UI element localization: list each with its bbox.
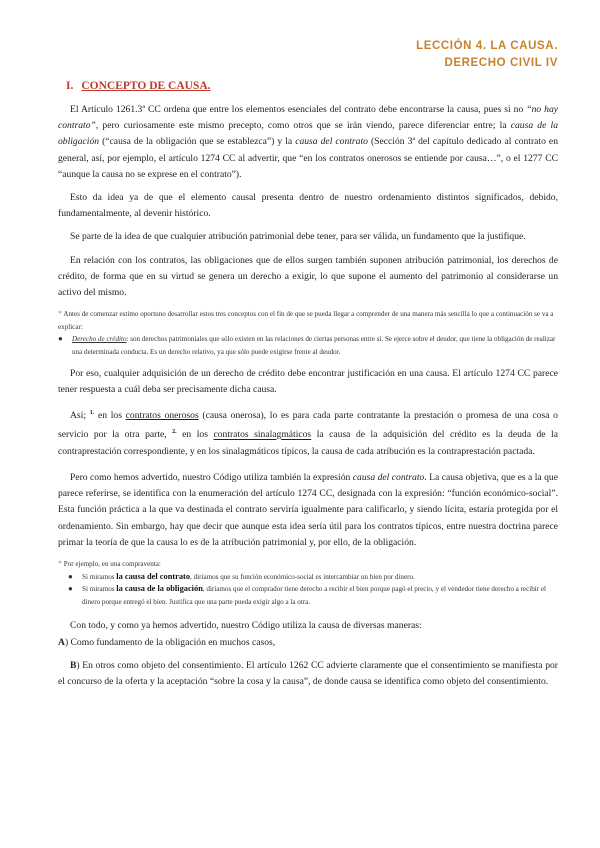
document-body: [58, 102, 558, 690]
paragraph-10: B) En otros como objeto del consentimiento. El artículo 1262 CC advierte claramente que el consentimiento se manifiesta por el concurso de la oferta y la aceptación “sobre la cosa y la causa”, de donde causa se identifica como objeto del consentimiento.: [58, 659, 558, 687]
note-star-icon: *: [58, 559, 62, 569]
bullet-causa-contrato: ● Si miramos la causa del contrato, diríamos que su función económico-social es intercambiar un bien por dinero.: [58, 571, 558, 584]
bullet-derecho-credito: ● Derecho de crédito: son derechos patrimoniales que sólo existen en las relaciones de ciertas personas entre sí. Se ejerce sobre el deudor, que tiene la obligación de realizar una determinada conducta. Es un derecho relativo, ya que sólo puede exigirse frente al deudor.: [58, 334, 556, 357]
section-heading: [66, 80, 211, 92]
lesson-title: LECCIÓN 4. LA CAUSA.: [416, 40, 558, 52]
paragraph-8: Con todo, y como ya hemos advertido, nuestro Código utiliza la causa de diversas maneras:: [70, 620, 422, 632]
bullet-icon: ●: [68, 571, 73, 581]
page-header: [416, 38, 558, 72]
section-title: CONCEPTO DE CAUSA.: [81, 80, 211, 92]
note-star-icon: *: [58, 309, 62, 319]
course-title: DERECHO CIVIL IV: [444, 57, 558, 69]
bullet-icon: ●: [68, 584, 73, 594]
note-example: * Por ejemplo, en una compraventa:: [58, 559, 161, 569]
paragraph-7: Pero como hemos advertido, nuestro Código utiliza también la expresión causa del contrato. La causa objetiva, que es a la que parece referirse, se identifica con la enumeración del artículo 1274 CC, designada con la expresión: “función económico-social”. Esta función práctica a la que va destinada el contrato serviría igualmente para calificarlo, y siendo lícita, estaría protegida por el ordenamiento. Sin embargo, hay que decir que aunque esta idea sería útil para los contratos típicos, entre nuestra doctrina parece primar la teoría de que la causa lo es de la atribución patrimonial y, por ello, de la obligación.: [58, 472, 558, 548]
paragraph-6: Así; $^{1.}$ en los contratos onerosos (causa onerosa), lo es para cada parte contratante la prestación o promesa de una cosa o servicio por la otra parte, $^{2.}$ en los contratos sinalagmáticos la causa de la adquisición del crédito es la deuda de la contraprestación correspondiente, y en los sinalagmáticos típicos, la causa de cada atribución es la contraprestación pactada.: [58, 410, 558, 457]
note-concepts: * Antes de comenzar estimo oportuno desarrollar estos tres conceptos con el fin de que se pueda llegar a comprender de una manera más sencilla lo que a continuación se va a explicar:: [58, 309, 554, 331]
paragraph-5: Por eso, cualquier adquisición de un derecho de crédito debe encontrar justificación en una causa. El artículo 1274 CC parece tener respuesta a cuál deba ser precisamente dicha causa.: [58, 367, 558, 395]
paragraph-3: Se parte de la idea de que cualquier atribución patrimonial debe tener, para ser válida, un fundamento que la justifique.: [70, 231, 526, 243]
paragraph-2: Esto da idea ya de que el elemento causal presenta dentro de nuestro ordenamiento distintos significados, debido, fundamentalmente, al devenir histórico.: [58, 192, 558, 220]
section-number: I.: [66, 80, 74, 92]
paragraph-1: El Artículo 1261.3ª CC ordena que entre los elementos esenciales del contrato debe encontrarse la causa, pues si no “no hay contrato”, pero curiosamente este mismo precepto, como otros que se irán viendo, parece diferenciar entre; la causa de la obligación (“causa de la obligación que se establezca”) y la causa del contrato (Sección 3ª del capítulo dedicado al contrato en general, así, por ejemplo, el artículo 1274 CC al advertir, que “en los contratos onerosos se entiende por causa…”, o el 1277 CC “aunque la causa no se exprese en el contrato”).: [58, 104, 558, 180]
paragraph-4: En relación con los contratos, las obligaciones que de ellos surgen también suponen atribución patrimonial, los derechos de crédito, de forma que en su virtud se genera un derecho a exigir, lo que supone el aumento del patrimonio al considerarse un activo del mismo.: [58, 254, 558, 299]
bullet-causa-obligacion: ● Si miramos la causa de la obligación, diríamos que el comprador tiene derecho a recibir el bien porque pagó el precio, y el vendedor tiene derecho a recibir el dinero porque entregó el bien. Justifica que una parte pueda exigir algo a la otra.: [68, 584, 546, 606]
bullet-icon: ●: [58, 334, 63, 344]
paragraph-9: A) Como fundamento de la obligación en muchos casos,: [58, 636, 276, 648]
